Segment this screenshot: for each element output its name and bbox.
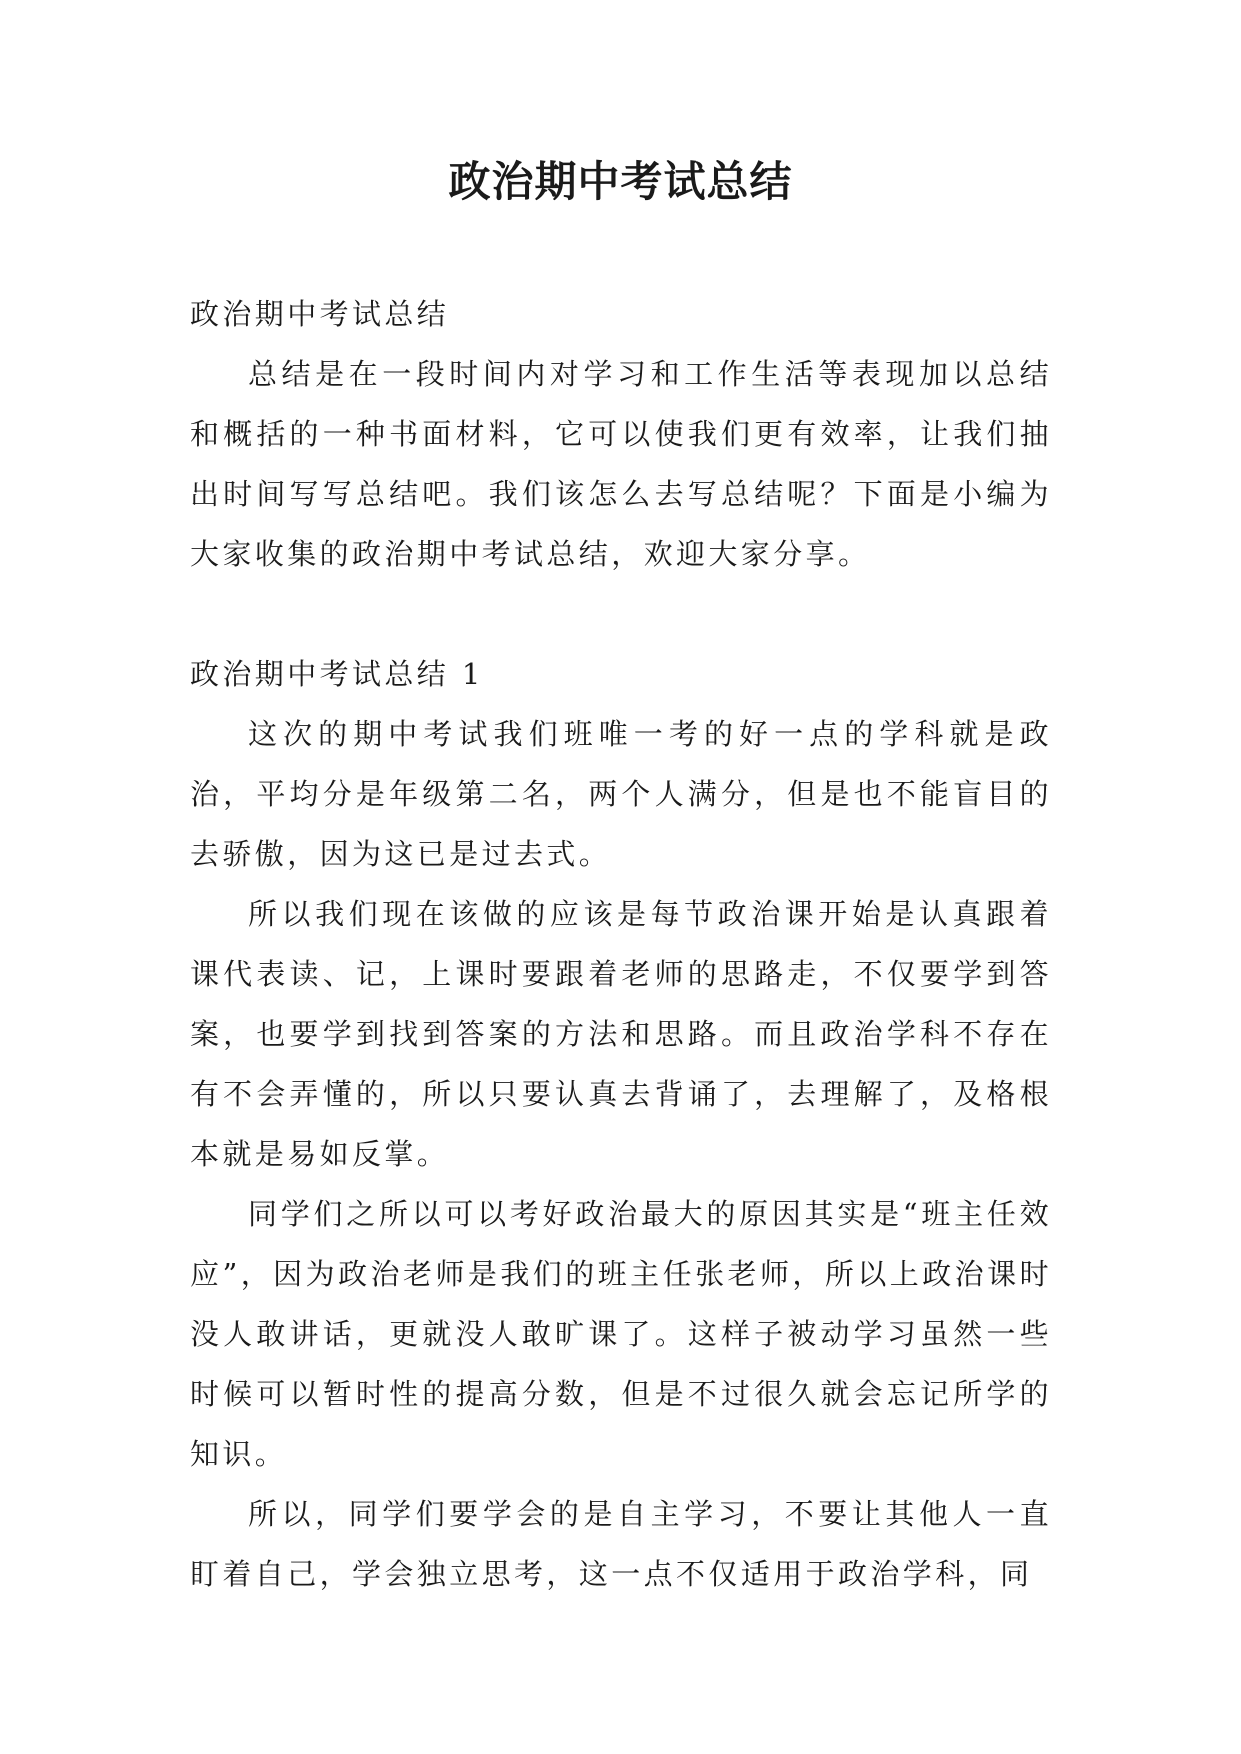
document-title: 政治期中考试总结 bbox=[448, 157, 793, 206]
section-1-paragraph-1: 这次的期中考试我们班唯一考的好一点的学科就是政治，平均分是年级第二名，两个人满分，但是也不能盲目的去骄傲，因为这已是过去式。 bbox=[190, 717, 1052, 871]
section-1-paragraph-3: 同学们之所以可以考好政治最大的原因其实是“班主任效应”，因为政治老师是我们的班主任张老师，所以上政治课时没人敢讲话，更就没人敢旷课了。这样子被动学习虽然一些时候可以暂时性的提高分数，但是不过很久就会忘记所学的知识。 bbox=[190, 1197, 1052, 1471]
intro-paragraph: 总结是在一段时间内对学习和工作生活等表现加以总结和概括的一种书面材料，它可以使我们更有效率，让我们抽出时间写写总结吧。我们该怎么去写总结呢？下面是小编为大家收集的政治期中考试总结，欢迎大家分享。 bbox=[190, 357, 1052, 571]
section-1-paragraph-4: 所以，同学们要学会的是自主学习，不要让其他人一直盯着自己，学会独立思考，这一点不仅适用于政治学科，同 bbox=[190, 1497, 1052, 1591]
section-spacer bbox=[190, 584, 1052, 644]
intro-heading: 政治期中考试总结 bbox=[190, 297, 450, 331]
section-1-heading: 政治期中考试总结 1 bbox=[190, 657, 484, 691]
document-body bbox=[190, 284, 1052, 1604]
section-1-paragraph-2: 所以我们现在该做的应该是每节政治课开始是认真跟着课代表读、记，上课时要跟着老师的思路走，不仅要学到答案，也要学到找到答案的方法和思路。而且政治学科不存在有不会弄懂的，所以只要认真去背诵了，去理解了，及格根本就是易如反掌。 bbox=[190, 897, 1052, 1171]
